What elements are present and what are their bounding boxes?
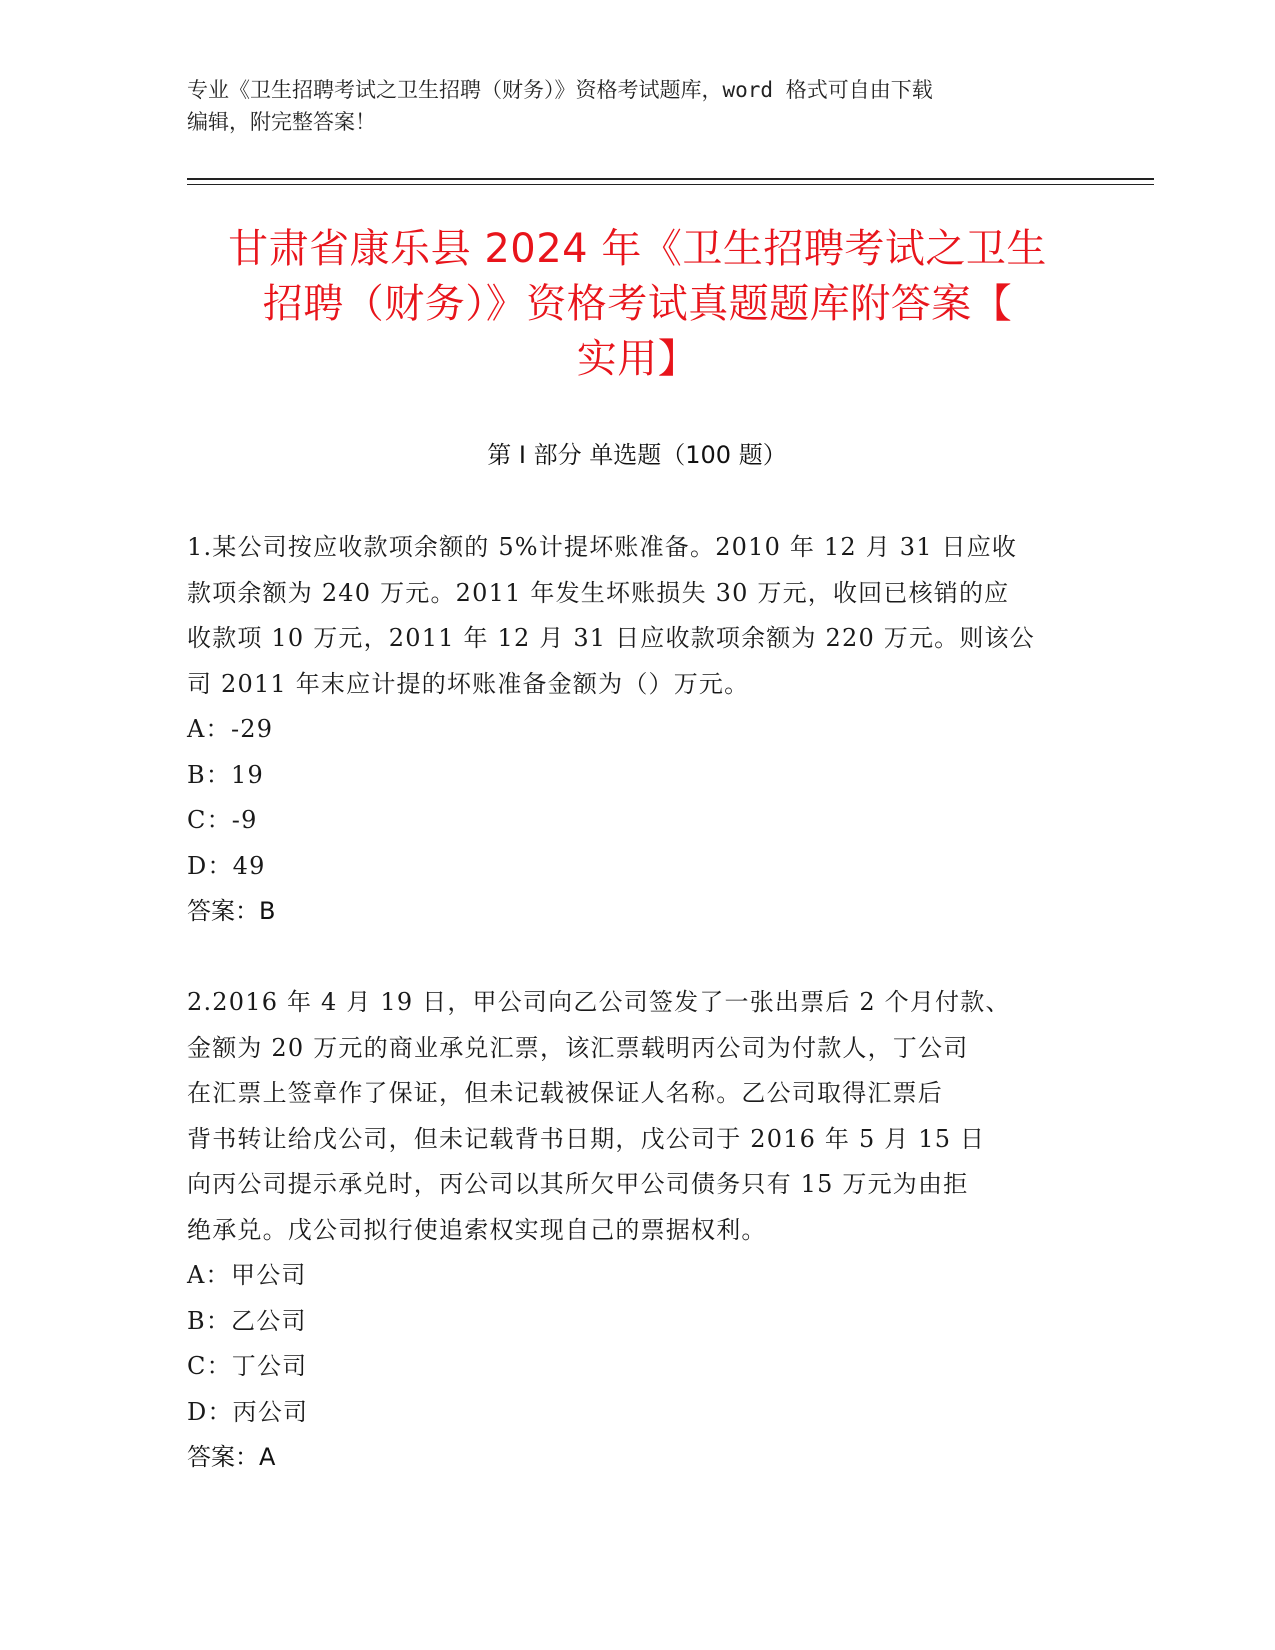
option-text: 丙公司 (232, 1397, 309, 1426)
question-stem-line: 1.某公司按应收款项余额的 5%计提坏账准备。2010 年 12 月 31 日应收 (187, 533, 1018, 561)
option-key: A： (187, 715, 231, 743)
question-stem-line: 司 2011 年末应计提的坏账准备金额为（）万元。 (187, 669, 750, 698)
option-text: 乙公司 (231, 1306, 307, 1335)
option-key: D： (187, 851, 233, 880)
option-key: D： (187, 1397, 233, 1426)
option-text: -29 (231, 715, 274, 743)
question-2 (187, 980, 1087, 1481)
answer: 答案：B (187, 897, 276, 925)
question-stem (187, 980, 1087, 1253)
header-note (187, 74, 1087, 138)
question-stem (187, 525, 1087, 707)
option-key: C： (187, 1352, 232, 1380)
option-text: 丁公司 (231, 1352, 308, 1380)
title-line-2: 招聘（财务）》资格考试真题题库附答案【 (262, 281, 1013, 327)
title-line-3: 实用】 (576, 336, 699, 382)
option-key: A： (187, 1261, 231, 1289)
option-b (187, 753, 1087, 799)
option-a (187, 707, 1087, 753)
header-note-line-1: 专业《卫生招聘考试之卫生招聘（财务）》资格考试题库，word 格式可自由下载 (187, 78, 933, 102)
option-b (187, 1299, 1087, 1345)
option-key: B： (187, 760, 232, 789)
option-key: C： (187, 806, 232, 834)
section-heading: 第 I 部分 单选题（100 题） (487, 441, 787, 469)
option-d (187, 1390, 1087, 1436)
question-stem-line: 2.2016 年 4 月 19 日，甲公司向乙公司签发了一张出票后 2 个月付款、 (187, 988, 1011, 1016)
answer: 答案：A (187, 1443, 276, 1471)
option-c (187, 798, 1087, 844)
question-stem-line: 背书转让给戊公司，但未记载背书日期，戊公司于 2016 年 5 月 15 日 (187, 1124, 986, 1153)
option-key: B： (187, 1306, 232, 1335)
question-stem-line: 款项余额为 240 万元。2011 年发生坏账损失 30 万元，收回已核销的应 (187, 578, 1010, 607)
option-c (187, 1344, 1087, 1390)
option-text: 49 (232, 851, 266, 880)
header-divider-thin (187, 184, 1154, 185)
question-stem-line: 向丙公司提示承兑时，丙公司以其所欠甲公司债务只有 15 万元为由拒 (187, 1170, 969, 1198)
header-note-line-2: 编辑，附完整答案！ (187, 110, 376, 134)
option-d (187, 844, 1087, 890)
option-text: -9 (231, 806, 258, 834)
question-1 (187, 525, 1087, 935)
title-line-1: 甘肃省康乐县 2024 年《卫生招聘考试之卫生 (228, 226, 1047, 272)
header-divider-thick (187, 178, 1154, 180)
option-text: 19 (231, 760, 264, 789)
question-stem-line: 绝承兑。戊公司拟行使追索权实现自己的票据权利。 (187, 1215, 767, 1244)
document-title (170, 222, 1105, 387)
question-stem-line: 在汇票上签章作了保证，但未记载被保证人名称。乙公司取得汇票后 (187, 1079, 943, 1107)
option-text: 甲公司 (231, 1261, 307, 1289)
option-a (187, 1253, 1087, 1299)
question-stem-line: 收款项 10 万元，2011 年 12 月 31 日应收款项余额为 220 万元。则该公 (187, 624, 1035, 652)
question-stem-line: 金额为 20 万元的商业承兑汇票，该汇票载明丙公司为付款人，丁公司 (187, 1033, 969, 1062)
